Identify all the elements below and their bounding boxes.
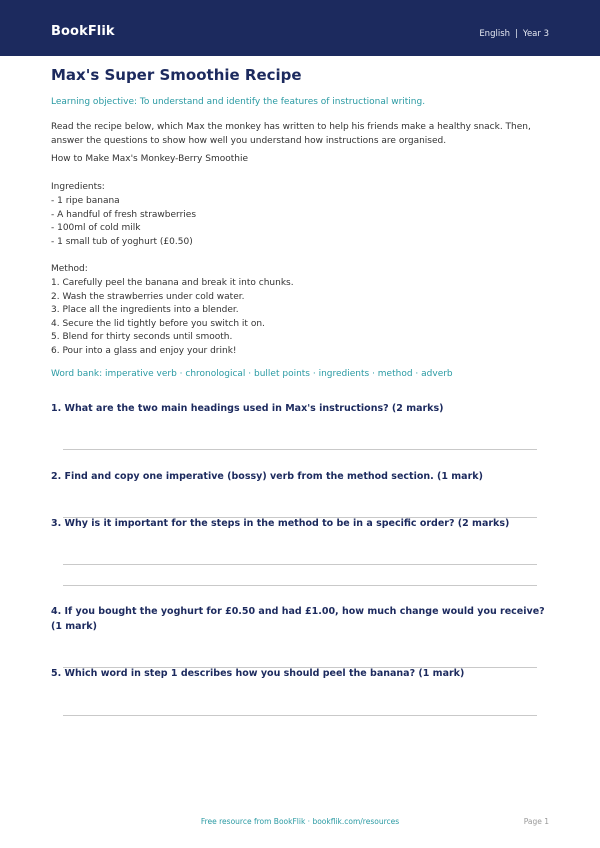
page-title: Max's Super Smoothie Recipe (51, 66, 302, 84)
ingredients-list (51, 195, 196, 249)
learning-objective: Learning objective: To understand and identify the features of instructional writing. (51, 97, 426, 107)
intro-text: Read the recipe below, which Max the monkey has written to help his friends make a healthy snack. Then, answer the questions to show how well you understand how instructions are organised. (51, 122, 531, 146)
question-4: 4. If you bought the yoghurt for £0.50 and had £1.00, how much change would you receive? (1 mark) (51, 606, 545, 632)
brand-logo[interactable]: BookFlik (51, 24, 115, 39)
method-list (51, 277, 294, 359)
meta-separator: | (515, 29, 518, 39)
question-5: 5. Which word in step 1 describes how you should peel the banana? (1 mark) (51, 668, 465, 679)
answer-line[interactable] (63, 564, 537, 565)
answer-line[interactable] (63, 715, 537, 716)
question-1: 1. What are the two main headings used in Max's instructions? (2 marks) (51, 403, 444, 414)
answer-line[interactable] (63, 449, 537, 450)
subject-label: English (479, 29, 511, 39)
page-number: Page 1 (523, 817, 549, 826)
list-item: 4. Secure the lid tightly before you switch it on. (51, 318, 265, 329)
list-item: - 100ml of cold milk (51, 223, 141, 234)
list-item: 3. Place all the ingredients into a blender. (51, 305, 239, 316)
recipe-title: How to Make Max's Monkey-Berry Smoothie (51, 154, 248, 164)
list-item: - A handful of fresh strawberries (51, 209, 197, 220)
list-item: - 1 small tub of yoghurt (£0.50) (51, 236, 193, 247)
list-item: 5. Blend for thirty seconds until smooth. (51, 332, 233, 343)
answer-line[interactable] (63, 585, 537, 586)
page-header (0, 0, 600, 56)
list-item: 1. Carefully peel the banana and break it into chunks. (51, 278, 294, 288)
year-label: Year 3 (522, 29, 549, 39)
question-2: 2. Find and copy one imperative (bossy) verb from the method section. (1 mark) (51, 471, 483, 482)
list-item: - 1 ripe banana (51, 196, 120, 206)
list-item: 6. Pour into a glass and enjoy your drink! (51, 345, 237, 356)
footer-link[interactable]: Free resource from BookFlik · bookflik.com/resources (200, 817, 400, 826)
ingredients-heading: Ingredients: (51, 182, 105, 192)
word-bank: Word bank: imperative verb · chronological · bullet points · ingredients · method · adverb (51, 369, 453, 379)
subject-year-label (479, 29, 549, 39)
question-3: 3. Why is it important for the steps in the method to be in a specific order? (2 marks) (51, 518, 510, 529)
list-item: 2. Wash the strawberries under cold water. (51, 291, 245, 302)
method-heading: Method: (51, 264, 88, 274)
